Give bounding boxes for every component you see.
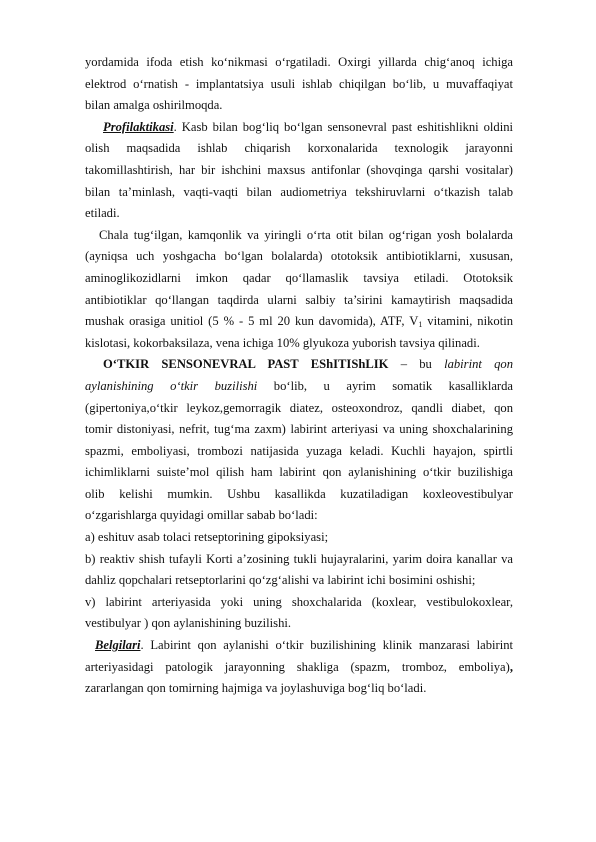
- text-line: bilan ta’minlash, vaqti-vaqti bilan audiometriya tekshiruvlarni o‘tkazish talab: [85, 184, 513, 199]
- list-item-continued: dahliz qopchalari retseptorlarini qo‘zg‘alishi va labirint ichi bosimini oshishi;: [85, 573, 476, 588]
- text-line: ichimliklarni suiste’mol qilish ham labirint qon aylanishining o‘tkir buzilishiga: [85, 465, 513, 480]
- list-item-continued: vestibulyar ) qon aylanishining buzilishi.: [85, 616, 292, 631]
- list-item: a) eshituv asab tolaci retseptorining gipoksiyasi;: [85, 530, 329, 545]
- text-line: zararlangan qon tomirning hajmiga va joylashuviga bog‘liq bo‘ladi.: [85, 681, 427, 696]
- text-line: spazmi, emboliyasi, trombozi natijasida yuzaga keladi. Kuchli hayajon, spirtli: [85, 443, 513, 458]
- text-line: tomir distoniyasi, nefrit, tug‘ma zaxm) labirint arteriyasi va uning shoxchalarining: [85, 422, 513, 437]
- subscript: 1: [418, 320, 423, 330]
- text-run: arteriyasidagi patologik jarayonning shakliga (spazm, tromboz, emboliya): [85, 659, 510, 674]
- text-line: kislotasi, kokorbaksilaza, vena ichiga 10% glyukoza yuborish tavsiya qilinadi.: [85, 335, 480, 350]
- text-line: elektrod o‘rnatish - implantatsiya usuli ishlab chiqilgan bo‘lib, u muvaffaqiyat: [85, 76, 513, 91]
- text-run-bold: ,: [509, 659, 513, 674]
- section-heading-otkir: O‘TKIR SENSONEVRAL PAST EShITIShLIK: [103, 357, 389, 372]
- text-line: antibiotiklar qo‘llangan taqdirda ularni salbiy ta’sirini kamaytirish maqsadida: [85, 292, 513, 307]
- text-line: yordamida ifoda etish ko‘nikmasi o‘rgatiladi. Oxirgi yillarda chig‘anoq ichiga: [85, 55, 513, 69]
- text-line: bilan amalga oshirilmoqda.: [85, 98, 223, 113]
- text-run: . Kasb bilan bog‘liq bo‘lgan sensonevral past eshitishlikni oldini: [173, 119, 513, 134]
- text-line: o‘zgarishlarga quyidagi omillar sabab bo‘ladi:: [85, 508, 318, 523]
- text-line: [85, 376, 513, 398]
- text-line: (gipertoniya,o‘tkir leykoz,gemorragik diatez, osteoxondroz, qandli diabet, qon: [85, 400, 513, 415]
- text-run: vitamini, nikotin: [422, 314, 513, 329]
- text-line: (ayniqsa uch yoshgacha bo‘lgan bolalarda) ototoksik antibiotiklarni, xususan,: [85, 249, 513, 264]
- text-run: . Labirint qon aylanishi o‘tkir buzilishining klinik manzarasi labirint: [140, 638, 513, 653]
- text-line: olib kelishi mumkin. Ushbu kasallikda kuzatiladigan koxleovestibulyar: [85, 486, 513, 501]
- text-run-italic: aylanishining o‘tkir buzilishi: [85, 378, 258, 393]
- text-line: [85, 635, 513, 657]
- text-line: [85, 354, 513, 376]
- text-run: bo‘lib, u ayrim somatik kasalliklarda: [257, 378, 513, 393]
- section-heading-profilaktikasi: Profilaktikasi: [103, 119, 174, 134]
- text-line: etiladi.: [85, 206, 120, 221]
- text-line: Chala tug‘ilgan, kamqonlik va yiringli o‘rta otit bilan og‘rigan yosh bolalarda: [99, 227, 513, 242]
- text-line: olish maqsadida ishlab chiqarish korxonalarida texnologik jarayonni: [85, 141, 513, 156]
- list-item: b) reaktiv shish tufayli Korti a’zosining tukli hujayralarini, yarim doira kanallar va: [85, 551, 513, 566]
- section-heading-belgilari: Belgilari: [95, 638, 141, 653]
- page-text: [85, 52, 513, 700]
- text-line: [85, 311, 513, 333]
- text-line: takomillashtirish, har bir ishchini maxsus antifonlar (shovqinga qarshi vositalar): [85, 162, 513, 177]
- text-run: mushak orasiga unitiol (5 % - 5 ml 20 kun davomida), ATF, V: [85, 314, 419, 329]
- text-run: – bu: [388, 357, 445, 372]
- text-line: [85, 657, 513, 679]
- text-run-italic: labirint qon: [444, 357, 514, 372]
- text-line: [85, 117, 513, 139]
- text-line: aminoglikozidlarni imkon qadar qo‘llamaslik tavsiya etiladi. Ototoksik: [85, 270, 513, 285]
- list-item: v) labirint arteriyasida yoki uning shoxchalarida (koxlear, vestibulokoxlear,: [85, 594, 513, 609]
